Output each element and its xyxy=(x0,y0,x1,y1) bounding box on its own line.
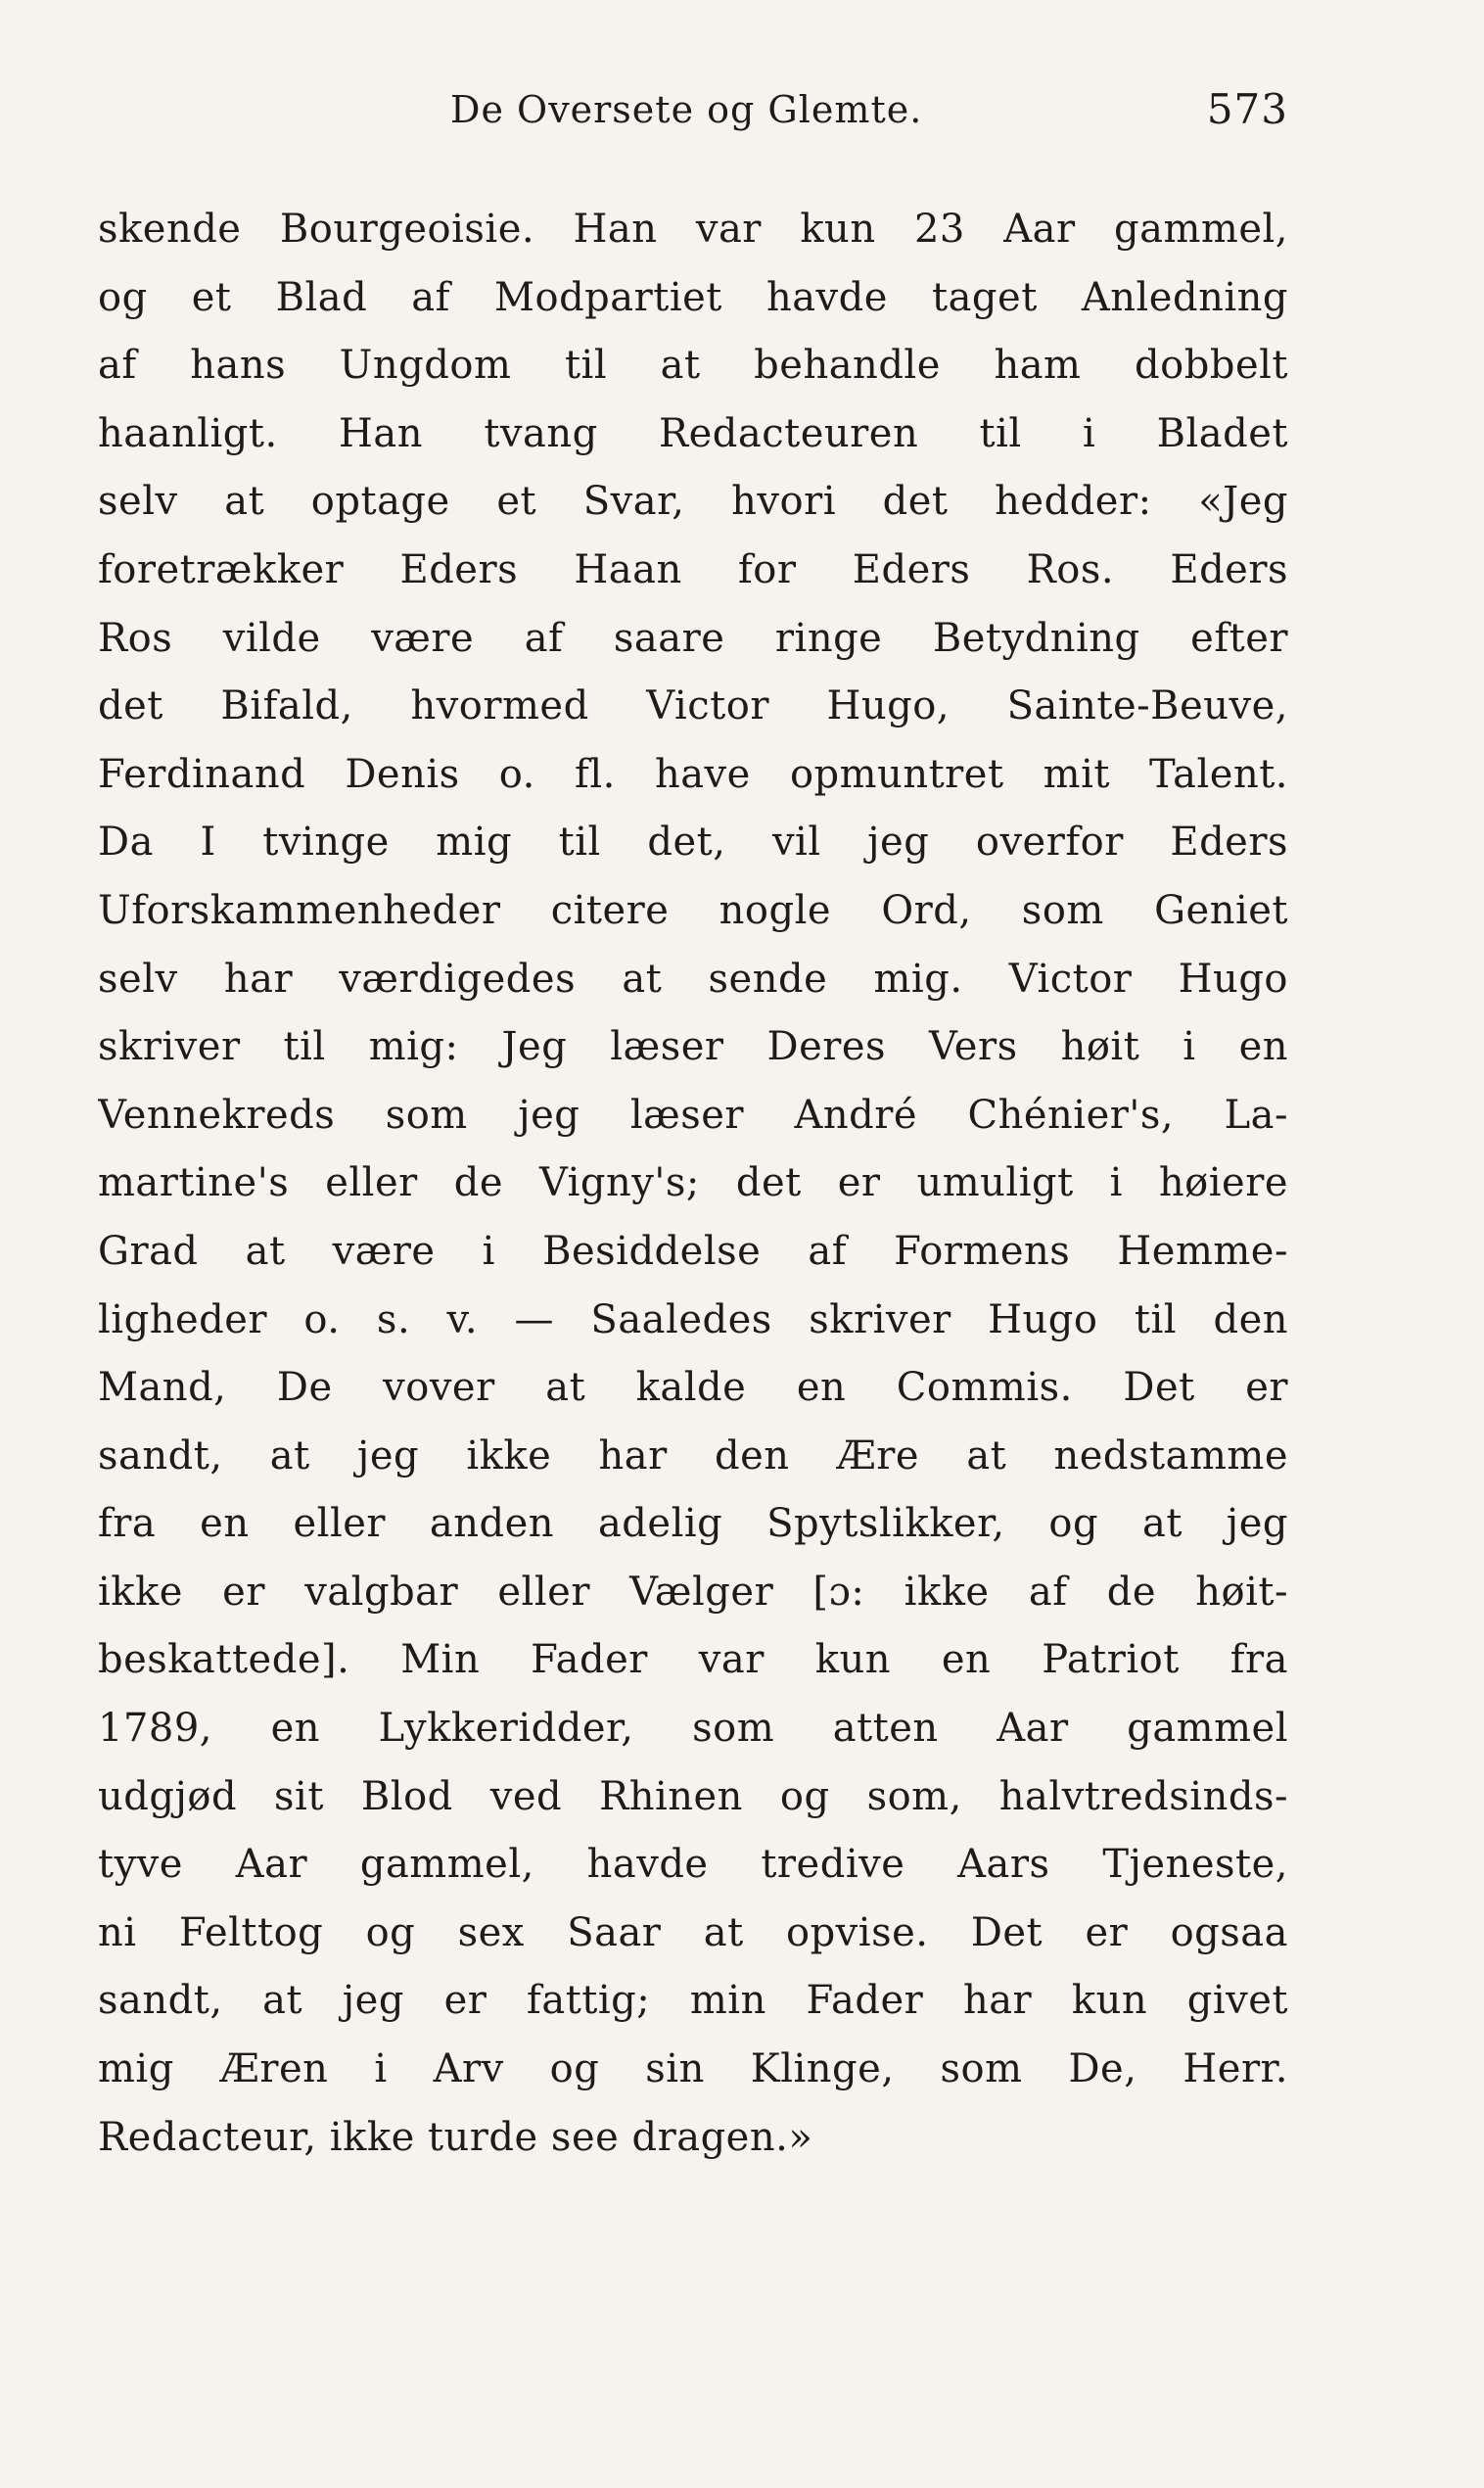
text-line: haanligt. Han tvang Redacteuren til i Bladet xyxy=(98,410,1288,456)
text-line: fra en eller anden adelig Spytslikker, og at jeg xyxy=(98,1501,1288,1547)
text-line: Grad at være i Besiddelse af Formens Hemme- xyxy=(98,1228,1288,1274)
text-line: ni Felttog og sex Saar at opvise. Det er ogsaa xyxy=(98,1909,1288,1955)
text-line: Mand, De vover at kalde en Commis. Det er xyxy=(98,1365,1288,1411)
text-line: 1789, en Lykkeridder, som atten Aar gammel xyxy=(98,1706,1288,1752)
text-line: sandt, at jeg ikke har den Ære at nedstamme xyxy=(98,1432,1288,1479)
text-line: udgjød sit Blod ved Rhinen og som, halvtredsinds- xyxy=(98,1773,1288,1819)
text-line: selv at optage et Svar, hvori det hedder: «Jeg xyxy=(98,479,1288,525)
text-line: Vennekreds som jeg læser André Chénier's, La- xyxy=(98,1092,1288,1138)
text-line: Ros vilde være af saare ringe Betydning efter xyxy=(98,615,1288,661)
text-line: selv har værdigedes at sende mig. Victor Hugo xyxy=(98,956,1288,1002)
text-line: skriver til mig: Jeg læser Deres Vers høit i en xyxy=(98,1024,1288,1070)
page-header xyxy=(98,82,1288,137)
text-line: Redacteur, ikke turde see dragen.» xyxy=(98,2114,813,2160)
text-line: ikke er valgbar eller Vælger [ɔ: ikke af de høit- xyxy=(98,1569,1288,1615)
text-line: mig Æren i Arv og sin Klinge, som De, Herr. xyxy=(98,2046,1288,2092)
text-line: ligheder o. s. v. — Saaledes skriver Hugo til den xyxy=(98,1296,1288,1342)
text-line: tyve Aar gammel, havde tredive Aars Tjeneste, xyxy=(98,1842,1288,1888)
text-line: Ferdinand Denis o. fl. have opmuntret mit Talent. xyxy=(98,751,1288,797)
text-line: Da I tvinge mig til det, vil jeg overfor Eders xyxy=(98,820,1288,866)
text-line: sandt, at jeg er fattig; min Fader har kun givet xyxy=(98,1978,1288,2024)
text-line: af hans Ungdom til at behandle ham dobbelt xyxy=(98,343,1288,389)
body-text xyxy=(98,196,1288,2172)
text-line: det Bifald, hvormed Victor Hugo, Sainte-Beuve, xyxy=(98,683,1288,729)
page-number: 573 xyxy=(1206,85,1288,133)
text-line: skende Bourgeoisie. Han var kun 23 Aar gammel, xyxy=(98,207,1288,252)
running-title: De Oversete og Glemte. xyxy=(450,88,923,131)
text-line: martine's eller de Vigny's; det er umuligt i høiere xyxy=(98,1160,1288,1206)
text-line: Uforskammenheder citere nogle Ord, som Geniet xyxy=(98,887,1288,933)
text-line: beskattede]. Min Fader var kun en Patriot fra xyxy=(98,1637,1288,1683)
text-line: og et Blad af Modpartiet havde taget Anledning xyxy=(98,274,1288,320)
text-line: foretrækker Eders Haan for Eders Ros. Eders xyxy=(98,546,1288,592)
